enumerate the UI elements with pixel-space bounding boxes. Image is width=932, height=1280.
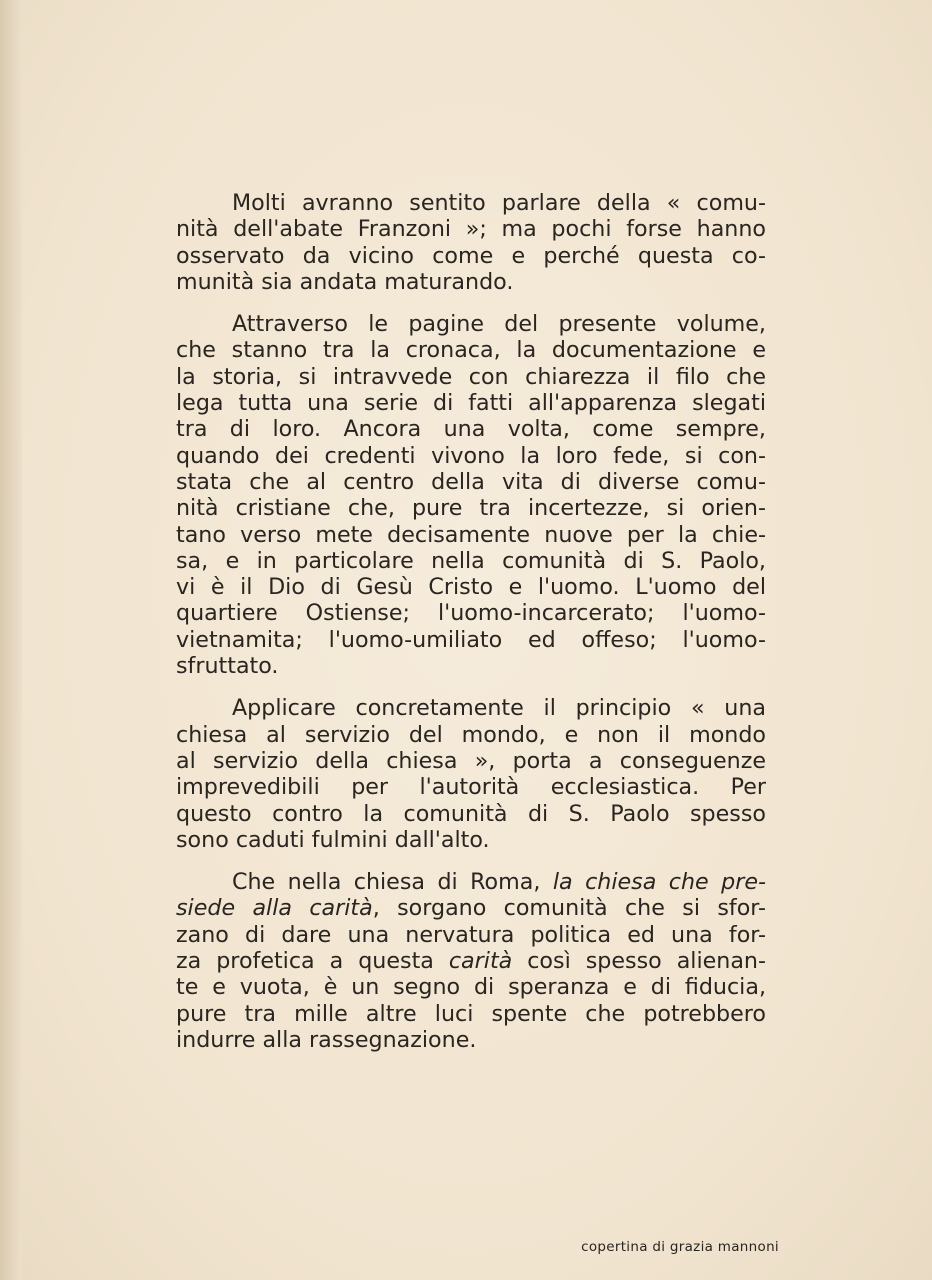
- text-line: Molti avranno sentito parlare della « comu-: [232, 190, 766, 216]
- text-line: imprevedibili per l'autorità ecclesiastica. Per: [176, 774, 766, 801]
- text-plain: , sorgano comunità che si sfor-: [372, 895, 766, 922]
- text-line: quando dei credenti vivono la loro fede, si con-: [176, 442, 766, 469]
- text-italic: carità: [448, 948, 513, 975]
- paragraph-4: [176, 869, 766, 1053]
- text-line: nità cristiane che, pure tra incertezze, si orien-: [176, 495, 766, 522]
- text-line: nità dell'abate Franzoni »; ma pochi forse hanno: [176, 216, 766, 243]
- text-line: pure tra mille altre luci spente che potrebbero: [176, 1000, 766, 1027]
- text-line: [176, 869, 766, 895]
- text-line: sfruttato.: [176, 653, 279, 680]
- paragraph-1: [176, 190, 766, 295]
- text-line: che stanno tra la cronaca, la documentazione e: [176, 337, 766, 364]
- text-plain: Che nella chiesa di Roma,: [232, 869, 553, 896]
- paragraph-3: [176, 695, 766, 853]
- text-line: al servizio della chiesa », porta a conseguenze: [176, 747, 766, 774]
- text-line: quartiere Ostiense; l'uomo-incarcerato; l'uomo-: [176, 600, 766, 627]
- text-line: tra di loro. Ancora una volta, come sempre,: [176, 416, 766, 443]
- text-line: Attraverso le pagine del presente volume,: [232, 311, 766, 338]
- text-line: tano verso mete decisamente nuove per la chie-: [176, 521, 766, 548]
- page-edge-shadow: [0, 0, 22, 1280]
- text-line: [176, 895, 766, 921]
- text-line: la storia, si intravvede con chiarezza il filo che: [176, 363, 766, 390]
- text-line: Applicare concretamente il principio « una: [232, 695, 766, 722]
- text-line: [176, 948, 766, 974]
- text-line: indurre alla rassegnazione.: [176, 1026, 477, 1053]
- text-line: lega tutta una serie di fatti all'apparenza slegati: [176, 390, 766, 417]
- text-line: vietnamita; l'uomo-umiliato ed offeso; l'uomo-: [176, 626, 766, 653]
- text-plain: za profetica a questa: [176, 948, 449, 975]
- text-line: osservato da vicino come e perché questa co-: [176, 242, 766, 269]
- text-line: questo contro la comunità di S. Paolo spesso: [176, 800, 766, 827]
- text-italic: la chiesa che pre-: [552, 869, 766, 896]
- text-italic: siede alla carità: [176, 895, 373, 922]
- text-line: stata che al centro della vita di diverse comu-: [176, 468, 766, 495]
- text-line: sono caduti fulmini dall'alto.: [176, 826, 490, 853]
- text-line: chiesa al servizio del mondo, e non il mondo: [176, 721, 766, 748]
- blurb-text: [176, 190, 766, 1053]
- text-line: te e vuota, è un segno di speranza e di fiducia,: [176, 974, 766, 1001]
- text-plain: così spesso alienan-: [512, 948, 766, 975]
- text-line: munità sia andata maturando.: [176, 268, 514, 295]
- paragraph-2: [176, 311, 766, 679]
- text-line: sa, e in particolare nella comunità di S. Paolo,: [176, 547, 766, 574]
- text-line: vi è il Dio di Gesù Cristo e l'uomo. L'uomo del: [176, 574, 766, 601]
- cover-credit: copertina di grazia mannoni: [581, 1239, 779, 1255]
- text-line: zano di dare una nervatura politica ed una for-: [176, 921, 766, 948]
